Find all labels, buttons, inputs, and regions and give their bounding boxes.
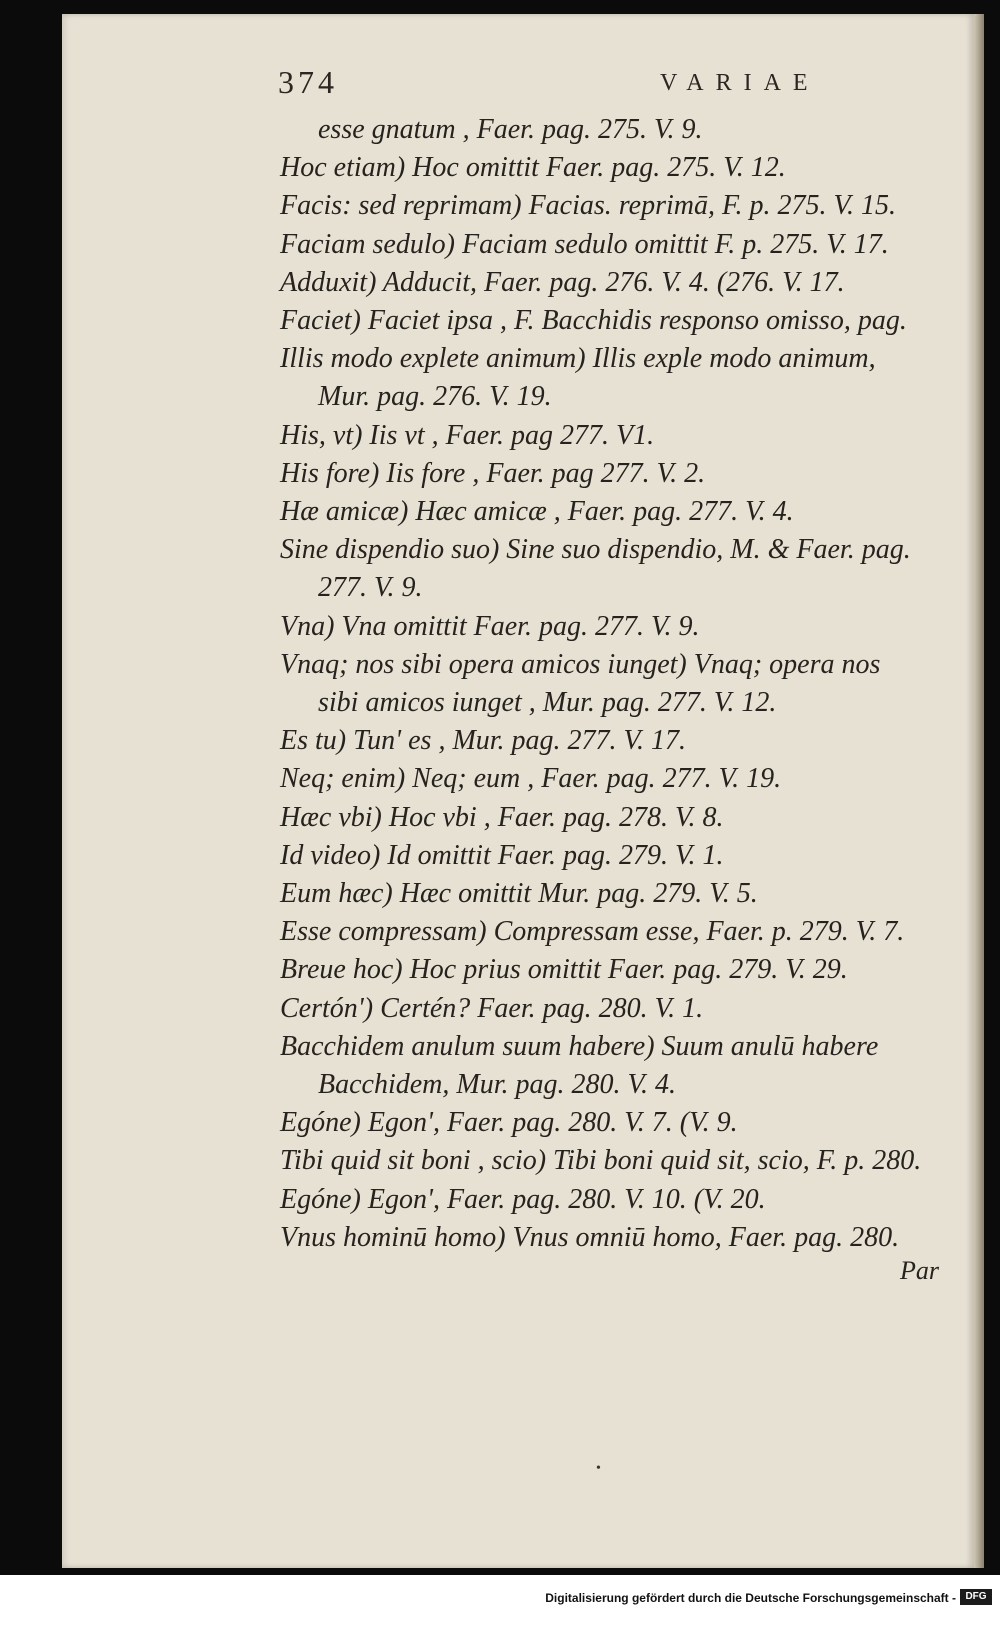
text-line: Es tu) Tun' es , Mur. pag. 277. V. 17. — [280, 725, 687, 757]
catchword: Par — [900, 1256, 939, 1285]
text-line: Hæc vbi) Hoc vbi , Faer. pag. 278. V. 8. — [280, 801, 724, 833]
running-head: VARIAE — [660, 70, 820, 96]
text-line: Faciam sedulo) Faciam sedulo omittit F. p. 275. V. 17. — [280, 228, 889, 260]
text-line: His, vt) Iis vt , Faer. pag 277. V1. — [280, 419, 655, 451]
text-line: Faciet) Faciet ipsa , F. Bacchidis responso omisso, pag. — [280, 305, 907, 336]
footer-credit: Digitalisierung gefördert durch die Deutsche Forschungsgemeinschaft - — [545, 1591, 956, 1605]
text-line: Esse compressam) Compressam esse, Faer. p. 279. V. 7. — [280, 916, 905, 948]
text-line: Egóne) Egon', Faer. pag. 280. V. 7. (V. 9. — [280, 1107, 738, 1139]
page-header — [210, 64, 910, 104]
text-line: Tibi quid sit boni , scio) Tibi boni quid sit, scio, F. p. 280. — [280, 1145, 922, 1177]
book-spine-edge — [974, 14, 984, 1568]
text-line: Hoc etiam) Hoc omittit Faer. pag. 275. V. 12. — [280, 152, 786, 184]
text-line: Vna) Vna omittit Faer. pag. 277. V. 9. — [280, 610, 700, 642]
dfg-logo: DFG — [960, 1589, 992, 1605]
text-line: Illis modo explete animum) Illis exple modo animum, — [280, 343, 876, 375]
text-line: Breue hoc) Hoc prius omittit Faer. pag. 279. V. 29. — [280, 954, 848, 986]
text-line: Bacchidem anulum suum habere) Suum anulū habere — [280, 1030, 879, 1062]
signature-mark: • — [596, 1461, 601, 1476]
text-line: Facis: sed reprimam) Facias. reprimā, F. p. 275. V. 15. — [280, 190, 896, 222]
digitization-footer — [0, 1575, 1000, 1625]
text-line: Vnus hominū homo) Vnus omniū homo, Faer. pag. 280. — [280, 1221, 900, 1253]
text-line: Neq; enim) Neq; eum , Faer. pag. 277. V. 19. — [280, 763, 782, 795]
page-number: 374 — [278, 64, 338, 100]
text-line: Egóne) Egon', Faer. pag. 280. V. 10. (V. 20. — [280, 1183, 766, 1215]
text-line: Certón') Certén? Faer. pag. 280. V. 1. — [280, 992, 704, 1024]
text-line: Adduxit) Adducit, Faer. pag. 276. V. 4. (276. V. 17. — [280, 266, 845, 298]
text-line: esse gnatum , Faer. pag. 275. V. 9. — [318, 114, 703, 145]
text-line: Bacchidem, Mur. pag. 280. V. 4. — [318, 1069, 676, 1100]
text-line: His fore) Iis fore , Faer. pag 277. V. 2. — [280, 457, 706, 489]
text-line: Vnaq; nos sibi opera amicos iunget) Vnaq; opera nos — [280, 648, 881, 680]
text-line: Mur. pag. 276. V. 19. — [318, 381, 552, 413]
text-line: Eum hæc) Hæc omittit Mur. pag. 279. V. 5. — [280, 878, 758, 909]
text-line: Sine dispendio suo) Sine suo dispendio, M. & Faer. pag. — [280, 534, 911, 566]
text-line: 277. V. 9. — [318, 572, 423, 604]
text-line: Id video) Id omittit Faer. pag. 279. V. 1. — [280, 839, 724, 871]
text-line: Hæ amicæ) Hæc amicæ , Faer. pag. 277. V. 4. — [280, 496, 794, 527]
text-line: sibi amicos iunget , Mur. pag. 277. V. 12. — [318, 687, 777, 718]
